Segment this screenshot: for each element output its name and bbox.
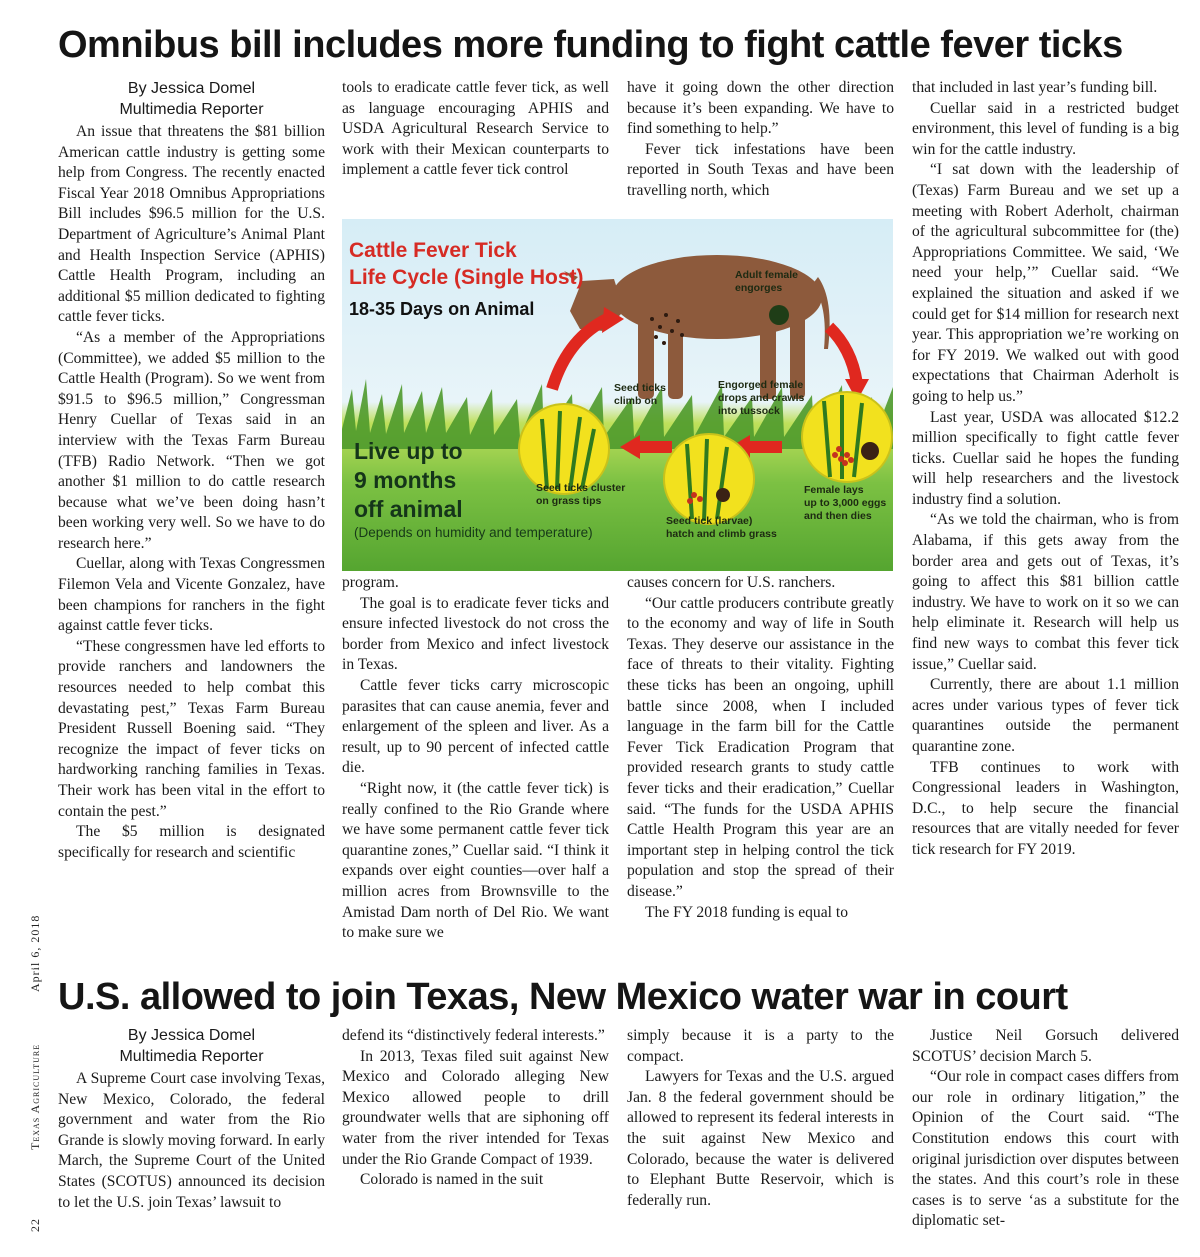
article2-byline-name: By Jessica Domel (127, 1027, 256, 1044)
paragraph: causes concern for U.S. ranchers. (627, 574, 836, 591)
label-line: Adult female (735, 269, 799, 281)
article2-column-4 (912, 1026, 1179, 1236)
adult-female-label (735, 269, 798, 295)
paragraph: Fever tick infestations have been reported in South Texas and have been travelling north, which (627, 140, 894, 199)
label-line: hatch and climb grass (666, 528, 777, 540)
article1-byline-name: By Jessica Domel (127, 80, 256, 97)
label-line: engorges (735, 282, 783, 294)
label-line: drops and crawls (718, 392, 805, 404)
paragraph: “I sat down with the leadership of (Texas) Farm Bureau and we set up a meeting with Robert Aderholt, chairman of the agricultural subcommittee for (the) Appropriations Committee. We said, ‘We need your help,’” Cuellar said. “We explained the situation and asked if we could get for $14 million for research next year. This appropriation we’re working on for FY 2019. We walked out with good expectations that Chairman Aderholt is going to help us.” (912, 161, 1179, 405)
paragraph: that included in last year’s funding bill. (912, 79, 1158, 96)
live-line-3: off animal (354, 496, 463, 522)
paragraph: simply because it is a party to the compact. (627, 1027, 894, 1065)
paragraph: An issue that threatens the $81 billion American cattle industry is getting some help from Congress. The recently enacted Fiscal Year 2018 Omnibus Appropriations Bill includes $96.5 million for the U.S. Department of Agriculture’s Animal Plant and Health Inspection Service (APHIS) Cattle Health Program, including an additional $5 million dedicated to fighting cattle fever ticks. (58, 123, 325, 326)
label-line: climb on (614, 395, 658, 407)
label-line: and then dies (804, 510, 872, 522)
article1-column-2-top (342, 78, 609, 206)
paragraph: “Our cattle producers contribute greatly to the economy and way of life in South Texas. They deserve our assistance in the face of threats to their vitality. Fighting these ticks has been an ongoing, uphill battle since 2008, when I included language in the farm bill for the Cattle Fever Tick Eradication Program that provided research grants to study cattle fever ticks and their eradication,” Cuellar said. “The funds for the USDA APHIS Cattle Health Program this year are an important step in helping control the tick population and stop the spread of their disease.” (627, 594, 894, 900)
paragraph: “These congressmen have led efforts to provide ranchers and landowners the resources needed to help combat this devastating pest,” Texas Farm Bureau President Russell Boening said. “They recognize the impact of fever ticks on hardworking ranching families in Texas. Their work has been vital in the effort to contain the pest.” (58, 637, 325, 820)
label-line: up to 3,000 eggs (804, 497, 887, 509)
label-line: Seed ticks cluster (536, 482, 626, 494)
paragraph: Cattle fever ticks carry microscopic parasites that can cause anemia, fever and enlargement of the spleen and liver. As a result, up to 90 percent of infected cattle die. (342, 676, 609, 777)
live-line-1: Live up to (354, 438, 463, 464)
engorged-tick-icon (716, 488, 730, 502)
paragraph: The $5 million is designated specifically for research and scientific (58, 823, 325, 861)
seed-ticks-cluster-label (536, 482, 625, 508)
paragraph: Cuellar said in a restricted budget environment, this level of funding is a big win for the cattle industry. (912, 99, 1179, 158)
article1-byline-title: Multimedia Reporter (119, 101, 264, 118)
publication-name: Texas Agriculture (28, 1043, 42, 1150)
label-line: Engorged female (718, 379, 804, 391)
female-tick-icon (861, 442, 879, 460)
page-number: 22 (28, 1218, 42, 1232)
depends-note: (Depends on humidity and temperature) (354, 525, 593, 540)
paragraph: The goal is to eradicate fever ticks and ensure infected livestock do not cross the border from Mexico and infect livestock in Texas. (342, 594, 609, 674)
article2-column-2 (342, 1026, 609, 1236)
seed-ticks-climb-label (614, 382, 666, 408)
title-line-2: Life Cycle (Single Host) (349, 266, 584, 289)
label-line: into tussock (718, 405, 780, 417)
paragraph: tools to eradicate cattle fever tick, as well as language encouraging APHIS and USDA Agricultural Research Service to work with their Mexican counterparts to implement a cattle fever tick control (342, 79, 609, 179)
paragraph: “Right now, it (the cattle fever tick) is really confined to the Rio Grande where we have some permanent cattle fever tick quarantine zones,” Cuellar said. “I think it expands over eight counties—over half a million acres from Brownsville to the Amistad Dam north of Del Rio. We want to make sure we (342, 779, 609, 942)
paragraph: TFB continues to work with Congressional leaders in Washington, D.C., to help secure the financial resources that are vitally needed for fever tick research for FY 2019. (912, 758, 1179, 858)
article2-column-1 (58, 1026, 325, 1236)
article1-headline: Omnibus bill includes more funding to fight cattle fever ticks (58, 24, 1123, 66)
paragraph: program. (342, 574, 399, 591)
paragraph: Colorado is named in the suit (360, 1171, 544, 1189)
label-line: Seed tick (larvae) (666, 515, 753, 527)
label-line: Female lays (804, 484, 864, 496)
paragraph: “As we told the chairman, who is from Alabama, if this gets away from the border area and gets out of Texas, it’s going to affect this $81 billion cattle industry. We have to work on it so we can help eliminate it. Research will help us find new ways to combat this fever tick issue,” Cuellar said. (912, 511, 1179, 673)
paragraph: The FY 2018 funding is equal to (645, 903, 848, 921)
engorged-female-label (718, 379, 804, 418)
article1-column-2-bottom (342, 573, 609, 967)
article2-headline: U.S. allowed to join Texas, New Mexico water war in court (58, 976, 1068, 1018)
article1-column-3-top (627, 78, 894, 206)
paragraph: Lawyers for Texas and the U.S. argued Jan. 8 the federal government should be allowed to represent its federal interests in the suit against New Mexico and Colorado, because the water is delivered to Elephant Butte Reservoir, which is federally run. (627, 1068, 894, 1209)
label-line: Seed ticks (614, 382, 666, 394)
days-on-animal-label: 18-35 Days on Animal (349, 299, 535, 319)
paragraph: Currently, there are about 1.1 million acres under various types of fever tick quarantines outside the permanent quarantine zone. (912, 676, 1179, 755)
article2-byline-title: Multimedia Reporter (119, 1048, 264, 1065)
paragraph: A Supreme Court case involving Texas, New Mexico, Colorado, the federal government and water from the Rio Grande is slowly moving forward. In early March, the Supreme Court of the United States (SCOTUS) announced its decision to let the U.S. join Texas’ lawsuit to (58, 1070, 325, 1211)
female-lays-label (804, 484, 886, 523)
paragraph: Justice Neil Gorsuch delivered SCOTUS’ decision March 5. (912, 1027, 1179, 1065)
article1-column-4 (912, 78, 1179, 967)
article1-column-1 (58, 79, 325, 967)
label-line: on grass tips (536, 495, 602, 507)
title-line-1: Cattle Fever Tick (349, 239, 517, 262)
paragraph: “As a member of the Appropriations (Committee), we added $5 million to the Cattle Health (Program). So we went from $91.5 to $96.5 million,” Congressman Henry Cuellar of Texas said in an interview with the Texas Farm Bureau (TFB) Radio Network. “Then we got another $1 million to do cattle research because what we’ve been doing hasn’t been working very well. So we have to do research here.” (58, 328, 325, 552)
infographic-title (349, 237, 584, 291)
paragraph: In 2013, Texas filed suit against New Mexico and Colorado alleging New Mexico allowed people to drill groundwater wells that are siphoning off water from the river intended for Texas under the Rio Grande Compact of 1939. (342, 1047, 609, 1168)
paragraph: defend its “distinctively federal interests.” (342, 1027, 605, 1044)
seed-tick-hatch-label (666, 515, 777, 541)
page-folio (28, 1044, 43, 1232)
paragraph: have it going down the other direction because it’s been expanding. We have to find something to help.” (627, 79, 894, 138)
live-line-2: 9 months (354, 467, 457, 493)
live-off-animal-label (354, 437, 514, 524)
tick-life-cycle-infographic (342, 219, 893, 571)
adult-tick-icon (769, 305, 789, 325)
issue-date: April 6, 2018 (28, 914, 42, 992)
paragraph: Last year, USDA was allocated $12.2 million specifically to fight cattle fever ticks. Cuellar said he hopes the funding will help researchers and the livestock industry find a solution. (912, 408, 1179, 508)
article2-column-3 (627, 1026, 894, 1236)
paragraph: “Our role in compact cases differs from our role in ordinary litigation,” the Opinion of the Court said. “The Constitution endows this court with original jurisdiction over disputes between the states. And this court’s role in these cases is to serve ‘as a substitute for the diplomatic set- (912, 1068, 1179, 1230)
article1-column-3-bottom (627, 573, 894, 967)
paragraph: Cuellar, along with Texas Congressmen Filemon Vela and Vicente Gonzalez, have been champions for ranchers in the fight against cattle fever ticks. (58, 555, 325, 635)
